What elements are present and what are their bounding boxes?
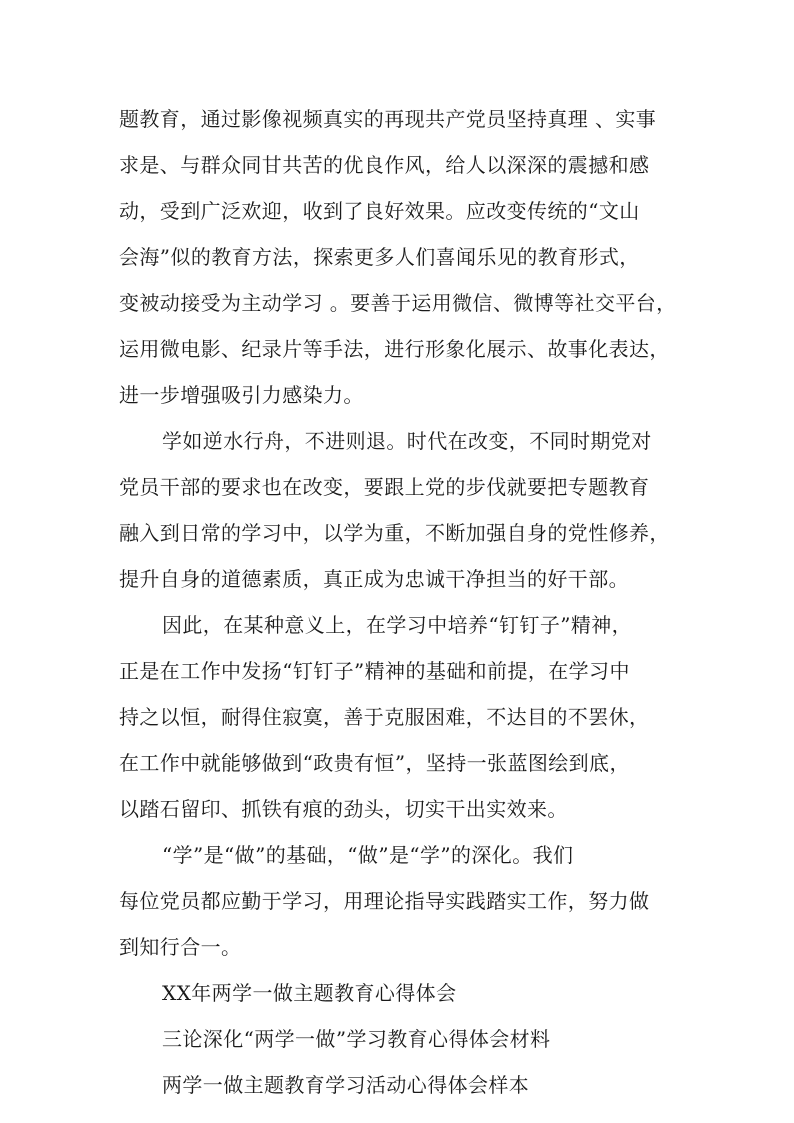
paragraph-1-line-7: 进一步增强吸引力感染力。 bbox=[119, 383, 364, 407]
paragraph-2-line-4: 提升自身的道德素质，真正成为忠诚干净担当的好干部。 bbox=[119, 567, 629, 591]
paragraph-3-line-5: 以踏石留印、抓铁有痕的劲头，切实干出实效来。 bbox=[119, 797, 568, 821]
paragraph-1-line-1: 题教育，通过影像视频真实的再现共产党员坚持真理 、实事 bbox=[119, 107, 657, 131]
paragraph-3-line-4: 在工作中就能够做到“政贵有恒”，坚持一张蓝图绘到底， bbox=[119, 751, 630, 775]
paragraph-1-line-2: 求是、与群众同甘共苦的优良作风，给人以深深的震撼和感 bbox=[119, 153, 650, 177]
paragraph-2-line-2: 党员干部的要求也在改变，要跟上党的步伐就要把专题教育 bbox=[119, 475, 650, 499]
paragraph-1-line-5: 变被动接受为主动学习 。要善于运用微信、微博等社交平台， bbox=[119, 291, 677, 315]
paragraph-1-line-3: 动，受到广泛欢迎，收到了良好效果。应改变传统的“文山 bbox=[119, 199, 640, 223]
paragraph-3-line-3: 持之以恒，耐得住寂寞，善于克服困难，不达目的不罢休， bbox=[119, 705, 650, 729]
paragraph-3-line-1: 因此，在某种意义上，在学习中培养“钉钉子”精神， bbox=[162, 613, 633, 637]
paragraph-4-line-1: “学”是“做”的基础，“做”是“学”的深化。我们 bbox=[162, 843, 574, 867]
paragraph-4-line-2: 每位党员都应勤于学习，用理论指导实践踏实工作，努力做 bbox=[119, 889, 650, 913]
paragraph-1-line-4: 会海”似的教育方法，探索更多人们喜闻乐见的教育形式， bbox=[119, 245, 640, 269]
paragraph-2-line-1: 学如逆水行舟，不进则退。时代在改变，不同时期党对 bbox=[162, 429, 652, 453]
paragraph-3-line-2: 正是在工作中发扬“钉钉子”精神的基础和前提，在学习中 bbox=[119, 659, 630, 683]
related-link-1[interactable]: XX年两学一做主题教育心得体会 bbox=[162, 981, 457, 1005]
paragraph-1-line-6: 运用微电影、纪录片等手法，进行形象化展示、故事化表达， bbox=[119, 337, 670, 361]
related-link-2[interactable]: 三论深化“两学一做”学习教育心得体会材料 bbox=[162, 1027, 551, 1051]
related-link-3[interactable]: 两学一做主题教育学习活动心得体会样本 bbox=[162, 1073, 530, 1097]
paragraph-4-line-3: 到知行合一。 bbox=[119, 935, 242, 959]
paragraph-2-line-3: 融入到日常的学习中，以学为重，不断加强自身的党性修养， bbox=[119, 521, 670, 545]
